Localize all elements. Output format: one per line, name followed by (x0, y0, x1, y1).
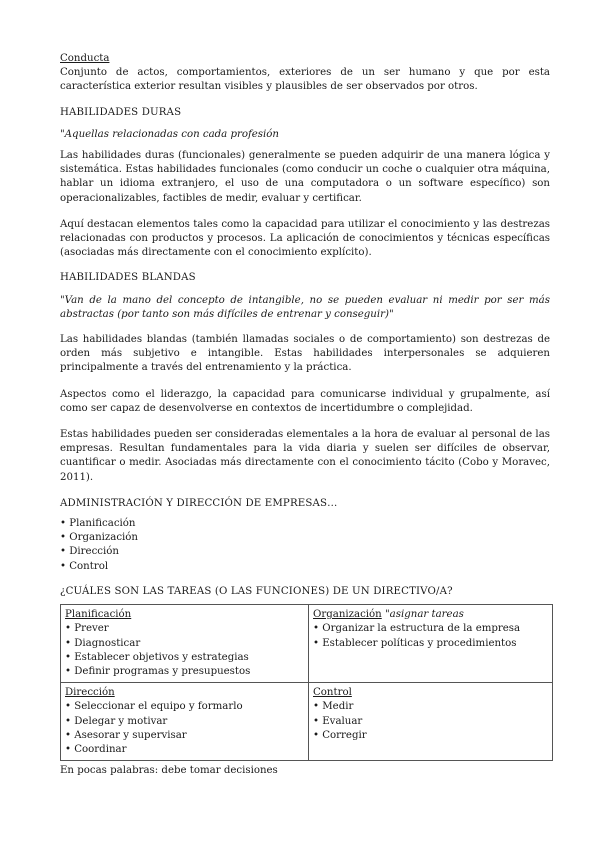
planning-title: Planificación (65, 609, 132, 621)
tasks-heading: ¿CUÁLES SON LAS TAREAS (O LAS FUNCIONES) DE UN DIRECTIVO/A? (60, 585, 453, 597)
direction-title: Dirección (65, 687, 115, 699)
list-item: • Seleccionar el equipo y formarlo (65, 700, 304, 714)
soft-skills-paragraph-1: Las habilidades blandas (también llamadas sociales o de comportamiento) son destrezas de orden más subjetivo e intangible. Estas habilidades interpersonales se adquieren principalmente a través del entrenamiento y la práctica. (60, 334, 550, 374)
list-item: • Evaluar (313, 715, 548, 729)
conduct-title: Conducta (60, 53, 110, 64)
list-item: • Corregir (313, 729, 548, 743)
direction-cell (61, 683, 309, 761)
list-item: • Medir (313, 700, 548, 714)
hard-skills-paragraph-1: Las habilidades duras (funcionales) generalmente se pueden adquirir de una manera lógica y sistemática. Estas habilidades funcionales (como conducir un coche o cualquier otra máquina, hablar un idioma extranjero, el uso de una computadora o un software específico) son operacionalizables, factibles de medir, evaluar y certificar. (60, 150, 550, 204)
soft-skills-quote: "Van de la mano del concepto de intangible, no se pueden evaluar ni medir por ser más abstractas (por tanto son más difíciles de entrenar y conseguir)" (60, 294, 550, 320)
list-item: • Establecer objetivos y estrategias (65, 651, 304, 665)
document-page (60, 52, 550, 778)
admin-heading: ADMINISTRACIÓN Y DIRECCIÓN DE EMPRESAS… (60, 497, 338, 509)
organization-list (313, 622, 548, 650)
organization-cell (309, 605, 553, 683)
list-item: • Definir programas y presupuestos (65, 665, 304, 679)
hard-skills-paragraph-2: Aquí destacan elementos tales como la capacidad para utilizar el conocimiento y las destrezas relacionadas con productos y procesos. La aplicación de conocimientos y técnicas específicas (asociadas más directamente con el conocimiento explícito). (60, 218, 550, 259)
table-row (61, 683, 553, 761)
list-item: • Diagnosticar (65, 637, 304, 651)
list-item: • Control (60, 560, 550, 574)
list-item: • Prever (65, 622, 304, 636)
table-row (61, 605, 553, 683)
list-item: • Delegar y motivar (65, 715, 304, 729)
organization-note: "asignar tareas (385, 609, 464, 621)
list-item: • Organización (60, 531, 550, 545)
closing-line: En pocas palabras: debe tomar decisiones (60, 765, 278, 777)
hard-skills-quote: "Aquellas relacionadas con cada profesión (60, 128, 279, 140)
soft-skills-paragraph-2: Aspectos como el liderazgo, la capacidad para comunicarse individual y grupalmente, así como ser capaz de desenvolverse en contextos de incertidumbre o complejidad. (60, 388, 550, 414)
soft-skills-heading: HABILIDADES BLANDAS (60, 272, 196, 284)
hard-skills-heading: HABILIDADES DURAS (60, 106, 182, 118)
tasks-table (60, 604, 553, 761)
control-title: Control (313, 687, 352, 699)
list-item: • Dirección (60, 545, 550, 559)
conduct-definition: Conjunto de actos, comportamientos, exteriores de un ser humano y que por esta característica exterior resultan visibles y plausibles de ser observados por otros. (60, 67, 550, 93)
admin-list (60, 517, 550, 574)
planning-list (65, 622, 304, 679)
organization-title: Organización (313, 609, 382, 621)
soft-skills-paragraph-3: Estas habilidades pueden ser consideradas elementales a la hora de evaluar al personal de las empresas. Resultan fundamentales para la vida diaria y suelen ser difíciles de observar, cuantificar o medir. Asociadas más directamente con el conocimiento tácito (Cobo y Moravec, 2011). (60, 429, 550, 483)
control-list (313, 700, 548, 743)
list-item: • Organizar la estructura de la empresa (313, 622, 548, 636)
direction-list (65, 700, 304, 757)
list-item: • Planificación (60, 517, 550, 531)
list-item: • Coordinar (65, 743, 304, 757)
list-item: • Establecer políticas y procedimientos (313, 637, 548, 651)
planning-cell (61, 605, 309, 683)
list-item: • Asesorar y supervisar (65, 729, 304, 743)
organization-header (313, 608, 548, 622)
control-cell (309, 683, 553, 761)
